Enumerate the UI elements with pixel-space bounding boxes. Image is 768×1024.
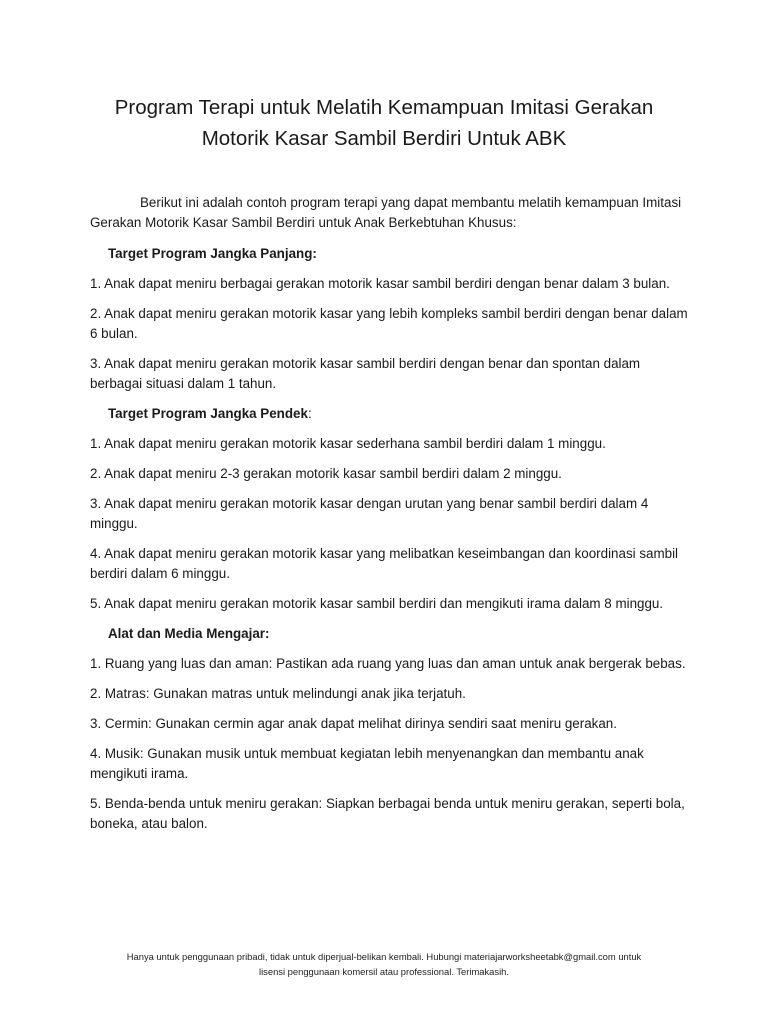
list-item: 1. Ruang yang luas dan aman: Pastikan ada ruang yang luas dan aman untuk anak bergerak bebas. <box>90 656 686 671</box>
title-line-2: Motorik Kasar Sambil Berdiri Untuk ABK <box>201 127 567 150</box>
tools-heading: Alat dan Media Mengajar: <box>108 626 270 641</box>
list-item: 3. Cermin: Gunakan cermin agar anak dapat melihat dirinya sendiri saat meniru gerakan. <box>90 716 617 731</box>
section-tools <box>90 624 690 834</box>
list-item: 4. Anak dapat meniru gerakan motorik kasar yang melibatkan keseimbangan dan koordinasi sambil berdiri dalam 6 minggu. <box>90 546 679 581</box>
section-short-term <box>90 404 690 614</box>
page-title <box>60 92 708 154</box>
footer-line-1: Hanya untuk penggunaan pribadi, tidak untuk diperjual-belikan kembali. Hubungi materiajarworksheetabk@gmail.com untuk <box>126 951 642 962</box>
list-item: 2. Matras: Gunakan matras untuk melindungi anak jika terjatuh. <box>90 686 466 701</box>
long-term-heading: Target Program Jangka Panjang: <box>108 246 317 261</box>
list-item: 5. Anak dapat meniru gerakan motorik kasar sambil berdiri dan mengikuti irama dalam 8 minggu. <box>90 596 664 611</box>
list-item: 5. Benda-benda untuk meniru gerakan: Siapkan berbagai benda untuk meniru gerakan, seperti bola, boneka, atau balon. <box>90 796 685 831</box>
list-item: 3. Anak dapat meniru gerakan motorik kasar dengan urutan yang benar sambil berdiri dalam 4 minggu. <box>90 496 649 531</box>
page-footer <box>70 950 698 979</box>
short-term-heading-colon: : <box>307 406 312 421</box>
short-term-heading-text: Target Program Jangka Pendek <box>108 406 308 421</box>
list-item: 2. Anak dapat meniru 2-3 gerakan motorik kasar sambil berdiri dalam 2 minggu. <box>90 466 562 481</box>
list-item: 4. Musik: Gunakan musik untuk membuat kegiatan lebih menyenangkan dan membantu anak mengikuti irama. <box>90 746 644 781</box>
list-item: 1. Anak dapat meniru gerakan motorik kasar sederhana sambil berdiri dalam 1 minggu. <box>90 436 606 451</box>
document-body <box>90 193 690 844</box>
list-item: 1. Anak dapat meniru berbagai gerakan motorik kasar sambil berdiri dengan benar dalam 3 bulan. <box>90 276 670 291</box>
section-long-term <box>90 244 690 394</box>
title-line-1: Program Terapi untuk Melatih Kemampuan Imitasi Gerakan <box>114 96 654 119</box>
footer-line-2: lisensi penggunaan komersil atau professional. Terimakasih. <box>259 965 509 977</box>
list-item: 3. Anak dapat meniru gerakan motorik kasar sambil berdiri dengan benar dan spontan dalam berbagai situasi dalam 1 tahun. <box>90 356 641 391</box>
intro-paragraph: Berikut ini adalah contoh program terapi yang dapat membantu melatih kemampuan Imitasi Gerakan Motorik Kasar Sambil Berdiri untuk Anak Berkebtuhan Khusus: <box>90 195 682 230</box>
short-term-heading <box>90 404 690 424</box>
list-item: 2. Anak dapat meniru gerakan motorik kasar yang lebih kompleks sambil berdiri dengan benar dalam 6 bulan. <box>90 306 688 341</box>
